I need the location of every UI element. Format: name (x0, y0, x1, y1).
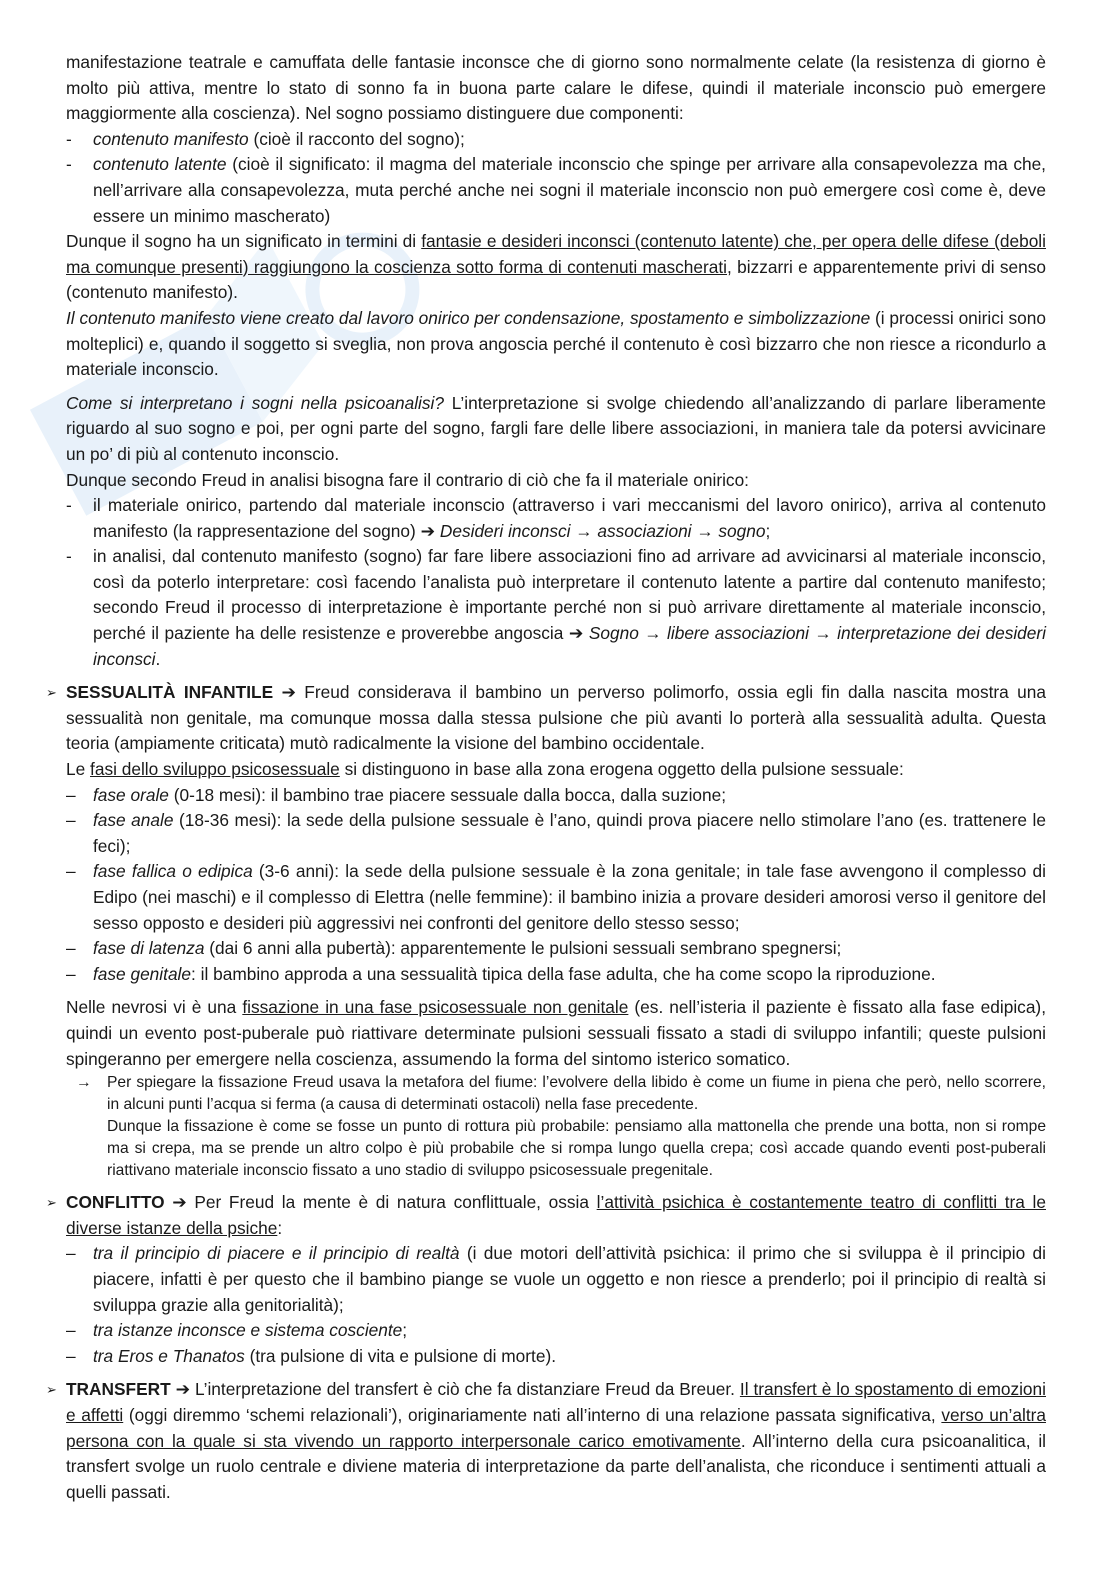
list-item: – fase orale (0-18 mesi): il bambino trae piacere sessuale dalla bocca, dalla suzione; (66, 783, 1046, 809)
list-item: – tra Eros e Thanatos (tra pulsione di vita e pulsione di morte). (66, 1344, 1046, 1370)
dash-marker: - (66, 128, 72, 149)
list-item: - contenuto latente (cioè il significato: il magma del materiale inconscio che spinge per arrivare alla consapevolezza ma che, nell’arrivare alla consapevolezza, muta perché anche nei sogni il materiale inconscio non può emergere così come è, deve essere un minimo mascherato) (66, 154, 1046, 226)
section-sessualita-infantile: ➢ SESSUALITÀ INFANTILE ➔ Freud considerava il bambino un perverso polimorfo, ossia egli fin dalla nascita mostra una sessualità non genitale, ma comunque mossa dalla stessa pulsione che più avanti lo porterà alla sessualità adulta. Questa teoria (ampiamente criticata) mutò radicalmente la visione del bambino occidentale. Le fasi dello sviluppo psicosessuale si distinguono in base alla zona erogena oggetto della pulsione sessuale: – fase orale (0-18 mesi): il bambino trae piacere sessuale dalla bocca, dalla suzione; – fase anale (18-36 mesi): la sede della pulsione sessuale è l’ano, quindi prova piacere nello stimolare l’ano (es. trattenere le feci); – fase fallica o edipica (3-6 anni): la sede della pulsione sessuale è la zona genitale; in tale fase avvengono il complesso di Edipo (nei maschi) e il complesso di Elettra (nelle femmine): il bambino inizia a provare desideri amorosi verso il genitore del sesso opposto e desideri più aggressivi nei confronti del genitore dello stesso sesso; – fase di latenza (dai 6 anni alla pubertà): apparentemente le pulsioni sessuali sembrano spegnersi; – fase genitale: il bambino approda a una sessualità tipica della fase adulta, che ha come scopo la riproduzione. Nelle nevrosi vi è una fissazione in una fase psicosessuale non genitale (es. nell’isteria il paziente è fissato alla fase edipica), quindi un evento post-puberale può riattivare determinate pulsioni sessuali fissato a stadi di sviluppo infantili; queste pulsioni spingeranno per emergere nella coscienza, assumendo la forma del sintomo isterico somatico. → Per spiegare la fissazione Freud usava la metafora del fiume: l’evolvere della libido è come un fiume in piena che però, nello scorrere, in alcuni punti l’acqua si ferma (a causa di determinati ostacoli) nella fase precedente. Dunque la fissazione è come se fosse un punto di rottura più probabile: pensiamo alla mattonella che prende una botta, non si rompe ma si crepa, ma se prende un altro colpo è più probabile che si rompa lungo quella crepa; così accade quando eventi post-puberali riattivano materiale inconscio fissato a uno stadio di sviluppo psicosessuale pregenitale. (66, 680, 1046, 1182)
dash-marker: - (66, 495, 72, 516)
document-page (46, 50, 1047, 1505)
list-item: – fase genitale: il bambino approda a una sessualità tipica della fase adulta, che ha come scopo la riproduzione. (66, 962, 1046, 988)
list-item: - il materiale onirico, partendo dal materiale inconscio (attraverso i vari meccanismi del lavoro onirico), arriva al contenuto manifesto (la rappresentazione del sogno) ➔ Desideri inconsci → associazioni → sogno; (66, 495, 1046, 541)
dash-marker: - (66, 154, 72, 175)
arrow-icon: → (76, 1074, 92, 1092)
list-item: – fase di latenza (dai 6 anni alla pubertà): apparentemente le pulsioni sessuali sembrano spegnersi; (66, 936, 1046, 962)
endash-marker: – (66, 861, 76, 882)
list-item: – tra istanze inconsce e sistema cosciente; (66, 1318, 1046, 1344)
list-item: – tra il principio di piacere e il principio di realtà (i due motori dell’attività psichica: il primo che si sviluppa è il principio di piacere, infatti è per questo che il bambino piange se vuole un oggetto e non riesce a prenderlo; poi il principio di realtà si sviluppa grazie alla genitorialità); (66, 1243, 1047, 1315)
paragraph-interpretation: Come si interpretano i sogni nella psicoanalisi? L’interpretazione si svolge chiedendo all’analizzando di parlare liberamente riguardo al suo sogno e poi, per ogni parte del sogno, fargli fare delle libere associazioni, in maniera tale da potersi avvicinare un po’ di più al contenuto inconscio. (66, 392, 1046, 464)
arrow-icon: ➔ (172, 1192, 187, 1213)
endash-marker: – (66, 1320, 76, 1341)
list-item: - in analisi, dal contenuto manifesto (sogno) far fare libere associazioni fino ad arrivare ad avvicinarsi al materiale inconscio, così da poterlo interpretare: così facendo l’analista può interpretare il contenuto latente a partire dal contenuto manifesto; secondo Freud il processo di interpretazione è importante perché non si può arrivare direttamente al materiale inconscio, perché il paziente ha delle resistenze e proverebbe angoscia ➔ Sogno → libere associazioni → interpretazione dei desideri inconsci. (66, 546, 1046, 669)
list-item: – fase anale (18-36 mesi): la sede della pulsione sessuale è l’ano, quindi prova piacere nello stimolare l’ano (es. trattenere le feci); (66, 810, 1047, 856)
paragraph-dream-meaning: Dunque il sogno ha un significato in termini di fantasie e desideri inconsci (contenuto latente) che, per opera delle difese (deboli ma comunque presenti) raggiungono la coscienza sotto forma di contenuti mascherati, bizzarri e apparentemente privi di senso (contenuto manifesto). (66, 231, 1046, 303)
section-title: TRANSFERT (66, 1379, 171, 1400)
dash-marker: - (66, 546, 72, 567)
endash-marker: – (66, 810, 76, 831)
section-transfert: ➢ TRANSFERT ➔ L’interpretazione del transfert è ciò che fa distanziare Freud da Breuer. Il transfert è lo spostamento di emozioni e affetti (oggi diremmo ‘schemi relazionali’), originariamente nati all’interno di una relazione passata significativa, verso un’altra persona con la quale si sta vivendo un rapporto interpersonale carico emotivamente. All’interno della cura psicoanalitica, il transfert svolge un ruolo centrale e diviene materia di interpretazione da parte dell’analista, che riconduce i sentimenti attuali a quelli passati. (46, 1379, 1047, 1502)
arrow-icon: ➔ (420, 520, 436, 541)
endash-marker: – (66, 938, 76, 959)
paragraph-freud-analysis: Dunque secondo Freud in analisi bisogna fare il contrario di ciò che fa il materiale onirico: (66, 469, 749, 490)
paragraph-dream-intro: manifestazione teatrale e camuffata delle fantasie inconsce che di giorno sono normalmente celate (la resistenza di giorno è molto più attiva, mentre lo stato di sonno fa in buona parte calare le difese, quindi il materiale inconscio può emergere maggiormente alla coscienza). Nel sogno possiamo distinguere due componenti: (66, 52, 1046, 124)
note-fixation: → Per spiegare la fissazione Freud usava la metafora del fiume: l’evolvere della libido è come un fiume in piena che però, nello scorrere, in alcuni punti l’acqua si ferma (a causa di determinati ostacoli) nella fase precedente. Dunque la fissazione è come se fosse un punto di rottura più probabile: pensiamo alla mattonella che prende una botta, non si rompe ma si crepa, ma se prende un altro colpo è più probabile che si rompa lungo quella crepa; così accade quando eventi post-puberali riattivano materiale inconscio fissato a uno stadio di sviluppo psicosessuale pregenitale. (76, 1074, 1046, 1180)
paragraph-dream-work: Il contenuto manifesto viene creato dal lavoro onirico per condensazione, spostamento e simbolizzazione (i processi onirici sono molteplici) e, quando il soggetto si sveglia, non prova angoscia perché il contenuto è così bizzarro che non riesce a ricondurlo a materiale inconscio. (66, 307, 1046, 380)
endash-marker: – (66, 1345, 76, 1366)
endash-marker: – (66, 784, 76, 805)
endash-marker: – (66, 1243, 76, 1264)
arrow-icon: ➔ (175, 1379, 191, 1400)
bullet-arrow-icon: ➢ (46, 685, 57, 701)
arrow-icon: ➔ (281, 682, 296, 703)
bullet-arrow-icon: ➢ (46, 1382, 57, 1398)
section-title: CONFLITTO (66, 1192, 165, 1213)
list-item: – fase fallica o edipica (3-6 anni): la sede della pulsione sessuale è la zona genitale; in tale fase avvengono il complesso di Edipo (nei maschi) e il complesso di Elettra (nelle femmine): il bambino inizia a provare desideri amorosi verso il genitore del sesso opposto e desideri più aggressivi nei confronti del genitore dello stesso sesso; (66, 861, 1046, 933)
section-conflitto: ➢ CONFLITTO ➔ Per Freud la mente è di natura conflittuale, ossia l’attività psichica è costantemente teatro di conflitti tra le diverse istanze della psiche: – tra il principio di piacere e il principio di realtà (i due motori dell’attività psichica: il primo che si sviluppa è il principio di piacere, infatti è per questo che il bambino piange se vuole un oggetto e non riesce a prenderlo; poi il principio di realtà si sviluppa grazie alla genitorialità); – tra istanze inconsce e sistema cosciente; – tra Eros e Thanatos (tra pulsione di vita e pulsione di morte). (66, 1190, 1046, 1369)
list-item: - contenuto manifesto (cioè il racconto del sogno); (66, 127, 1046, 153)
endash-marker: – (66, 963, 76, 984)
section-title: SESSUALITÀ INFANTILE (66, 682, 274, 703)
bullet-arrow-icon: ➢ (46, 1195, 57, 1211)
arrow-icon: ➔ (568, 623, 584, 644)
